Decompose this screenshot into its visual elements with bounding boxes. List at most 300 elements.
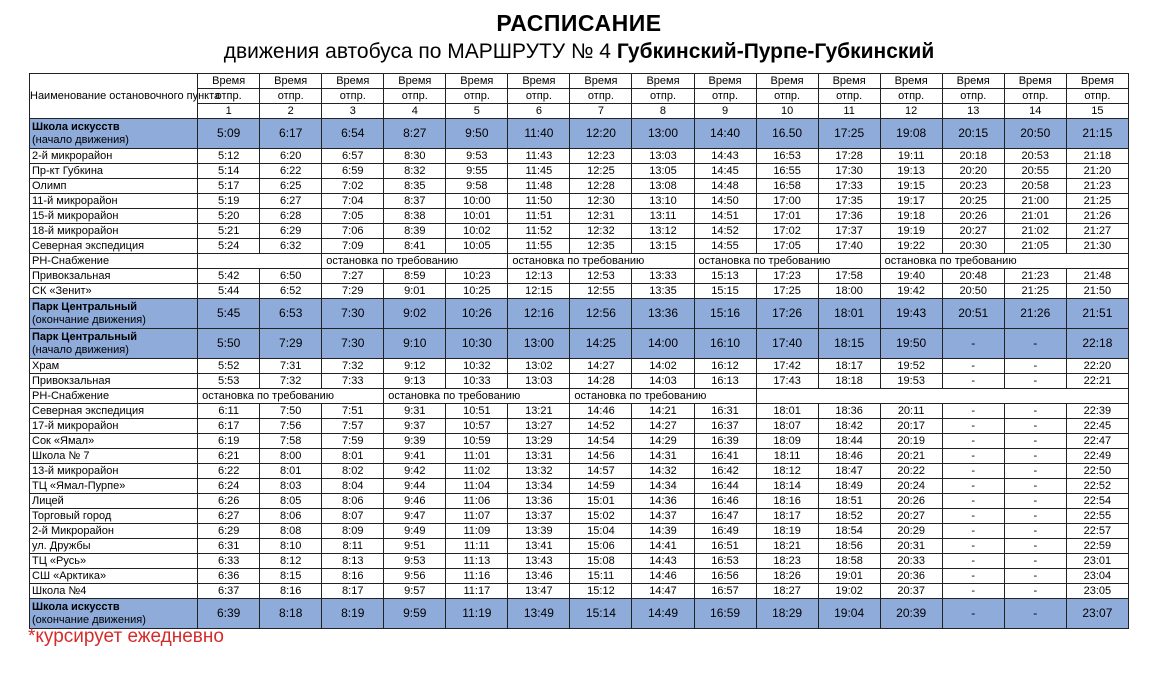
time-cell: 18:23 (756, 554, 818, 569)
column-number: 7 (570, 104, 632, 119)
table-row (30, 254, 1129, 269)
time-cell: 8:15 (260, 569, 322, 584)
time-cell: 20:36 (880, 569, 942, 584)
time-cell: 10:30 (446, 329, 508, 359)
time-cell: 7:50 (260, 404, 322, 419)
time-cell: 13:12 (632, 224, 694, 239)
time-cell: - (942, 449, 1004, 464)
stop-name-cell (30, 539, 198, 554)
column-header-otpr: отпр. (632, 89, 694, 104)
time-cell: 18:15 (818, 329, 880, 359)
time-cell: 16:46 (694, 494, 756, 509)
time-cell: 12:35 (570, 239, 632, 254)
time-cell: 23:05 (1066, 584, 1128, 599)
time-cell: 9:12 (384, 359, 446, 374)
time-cell: 11:11 (446, 539, 508, 554)
column-header-otpr: отпр. (260, 89, 322, 104)
time-cell: - (1004, 584, 1066, 599)
time-cell: 16:51 (694, 539, 756, 554)
time-cell: 7:29 (260, 329, 322, 359)
stop-name: РН-Снабжение (32, 390, 110, 402)
time-cell: 19:53 (880, 374, 942, 389)
time-cell: 10:32 (446, 359, 508, 374)
stop-name-cell (30, 479, 198, 494)
time-cell: 14:43 (694, 149, 756, 164)
time-cell: 7:32 (322, 359, 384, 374)
time-cell: 5:09 (198, 119, 260, 149)
time-cell: - (942, 599, 1004, 629)
time-cell: 12:15 (508, 284, 570, 299)
time-cell: 6:19 (198, 434, 260, 449)
time-cell: 20:30 (942, 239, 1004, 254)
stop-subnote: (начало движения) (32, 343, 129, 356)
time-cell: 12:55 (570, 284, 632, 299)
stop-name-cell (30, 389, 198, 404)
time-cell: 11:09 (446, 524, 508, 539)
time-cell: 17:05 (756, 239, 818, 254)
stop-name: ТЦ «Русь» (32, 555, 87, 567)
time-cell: 22:52 (1066, 479, 1128, 494)
time-cell: 16:59 (694, 599, 756, 629)
time-cell: 15:08 (570, 554, 632, 569)
time-cell: 5:50 (198, 329, 260, 359)
time-cell: 8:13 (322, 554, 384, 569)
time-cell: 21:02 (1004, 224, 1066, 239)
time-cell: 6:50 (260, 269, 322, 284)
time-cell: 14:59 (570, 479, 632, 494)
time-cell: 15:11 (570, 569, 632, 584)
stop-name: 13-й микрорайон (32, 465, 119, 477)
stop-name-cell (30, 254, 198, 269)
time-cell: 22:59 (1066, 539, 1128, 554)
time-cell: 15:06 (570, 539, 632, 554)
time-cell: 13:31 (508, 449, 570, 464)
column-number: 8 (632, 104, 694, 119)
time-cell: 20:58 (1004, 179, 1066, 194)
time-cell: 9:53 (446, 149, 508, 164)
time-cell: 19:22 (880, 239, 942, 254)
stop-name-cell (30, 164, 198, 179)
column-header-otpr: отпр. (818, 89, 880, 104)
table-row (30, 269, 1129, 284)
time-cell: 14:43 (632, 554, 694, 569)
time-cell: 9:46 (384, 494, 446, 509)
time-cell: 20:23 (942, 179, 1004, 194)
time-cell: 10:05 (446, 239, 508, 254)
time-cell: 12:30 (570, 194, 632, 209)
table-row (30, 374, 1129, 389)
time-cell: 18:56 (818, 539, 880, 554)
time-cell: 14:49 (632, 599, 694, 629)
time-cell: - (942, 494, 1004, 509)
stop-name-cell (30, 509, 198, 524)
time-cell: 14:45 (694, 164, 756, 179)
stop-subnote: (начало движения) (32, 133, 129, 146)
table-row (30, 119, 1129, 149)
time-cell: 9:02 (384, 299, 446, 329)
column-number: 10 (756, 104, 818, 119)
time-cell: 22:57 (1066, 524, 1128, 539)
time-cell: 6:39 (198, 599, 260, 629)
time-cell: 22:18 (1066, 329, 1128, 359)
stop-subnote: (окончание движения) (32, 613, 146, 626)
time-cell: 17:36 (818, 209, 880, 224)
time-cell: 7:57 (322, 419, 384, 434)
time-cell: - (1004, 494, 1066, 509)
table-row (30, 164, 1129, 179)
time-cell: 12:20 (570, 119, 632, 149)
time-cell: 18:21 (756, 539, 818, 554)
time-cell: 18:51 (818, 494, 880, 509)
time-cell: 23:07 (1066, 599, 1128, 629)
time-cell: - (1004, 509, 1066, 524)
time-cell: 9:39 (384, 434, 446, 449)
time-cell: 8:27 (384, 119, 446, 149)
time-cell: 13:32 (508, 464, 570, 479)
time-cell: 16:44 (694, 479, 756, 494)
column-header-otpr: отпр. (446, 89, 508, 104)
page-title: РАСПИСАНИЕ (496, 10, 662, 36)
column-number: 13 (942, 104, 1004, 119)
time-cell: - (1004, 599, 1066, 629)
column-number: 1 (198, 104, 260, 119)
time-cell: 18:49 (818, 479, 880, 494)
time-cell: 18:27 (756, 584, 818, 599)
column-header-otpr: отпр. (508, 89, 570, 104)
time-cell: 6:27 (198, 509, 260, 524)
table-row (30, 404, 1129, 419)
time-cell: 6:32 (260, 239, 322, 254)
time-cell: 7:33 (322, 374, 384, 389)
time-cell: 7:30 (322, 299, 384, 329)
time-cell: 20:20 (942, 164, 1004, 179)
time-cell: - (1004, 434, 1066, 449)
time-cell: 5:19 (198, 194, 260, 209)
stop-name-cell (30, 149, 198, 164)
column-number: 11 (818, 104, 880, 119)
time-cell: 8:10 (260, 539, 322, 554)
stop-name-cell (30, 419, 198, 434)
time-cell: 12:56 (570, 299, 632, 329)
time-cell: - (1004, 359, 1066, 374)
time-cell: 14:54 (570, 434, 632, 449)
column-number: 4 (384, 104, 446, 119)
time-cell: 11:55 (508, 239, 570, 254)
time-cell: 6:28 (260, 209, 322, 224)
time-cell: 16:42 (694, 464, 756, 479)
time-cell: 22:54 (1066, 494, 1128, 509)
time-cell: 17:33 (818, 179, 880, 194)
time-cell: 6:59 (322, 164, 384, 179)
table-row (30, 479, 1129, 494)
time-cell: - (1004, 569, 1066, 584)
time-cell: 14:37 (632, 509, 694, 524)
time-cell: 15:15 (694, 284, 756, 299)
time-cell: 10:51 (446, 404, 508, 419)
time-cell: 17:23 (756, 269, 818, 284)
time-cell: 10:00 (446, 194, 508, 209)
table-row (30, 494, 1129, 509)
stop-name: Пр-кт Губкина (32, 165, 104, 177)
column-header-time: Время (694, 74, 756, 89)
time-cell: 8:16 (260, 584, 322, 599)
time-cell: 12:23 (570, 149, 632, 164)
time-cell: 14:47 (632, 584, 694, 599)
time-cell: 13:43 (508, 554, 570, 569)
stop-name: Школа искусств (32, 600, 120, 613)
time-cell: 16:53 (756, 149, 818, 164)
column-header-otpr: отпр. (1004, 89, 1066, 104)
time-cell: 19:42 (880, 284, 942, 299)
time-cell: 8:01 (260, 464, 322, 479)
time-cell: 13:00 (508, 329, 570, 359)
time-cell: 19:13 (880, 164, 942, 179)
time-cell: 18:14 (756, 479, 818, 494)
table-row (30, 569, 1129, 584)
column-header-time: Время (570, 74, 632, 89)
time-cell: 14:50 (694, 194, 756, 209)
table-row (30, 359, 1129, 374)
time-cell: 17:40 (818, 239, 880, 254)
time-cell: 19:04 (818, 599, 880, 629)
stop-name: ТЦ «Ямал-Пурпе» (32, 480, 126, 492)
time-cell: 17:30 (818, 164, 880, 179)
time-cell: 14:32 (632, 464, 694, 479)
on-request-note: остановка по требованию (880, 254, 1128, 269)
time-cell: - (1004, 554, 1066, 569)
stop-name: 17-й микрорайон (32, 420, 119, 432)
time-cell: 18:47 (818, 464, 880, 479)
time-cell: 16:49 (694, 524, 756, 539)
time-cell: 7:29 (322, 284, 384, 299)
time-cell: 22:55 (1066, 509, 1128, 524)
time-cell: - (942, 539, 1004, 554)
time-cell: 13:03 (508, 374, 570, 389)
time-cell: 20:55 (1004, 164, 1066, 179)
stop-name: 15-й микрорайон (32, 210, 119, 222)
time-cell: - (942, 329, 1004, 359)
time-cell: 17:25 (756, 284, 818, 299)
time-cell: 11:19 (446, 599, 508, 629)
time-cell: 18:16 (756, 494, 818, 509)
time-cell: 15:12 (570, 584, 632, 599)
time-cell: 20:27 (880, 509, 942, 524)
time-cell: 13:46 (508, 569, 570, 584)
time-cell: 11:48 (508, 179, 570, 194)
time-cell: 5:17 (198, 179, 260, 194)
stop-name-cell (30, 434, 198, 449)
column-header-otpr: отпр. (694, 89, 756, 104)
time-cell: 21:05 (1004, 239, 1066, 254)
time-cell: 7:30 (322, 329, 384, 359)
column-number: 2 (260, 104, 322, 119)
time-cell: 13:03 (632, 149, 694, 164)
stop-name: Торговый город (32, 510, 112, 522)
time-cell: 8:30 (384, 149, 446, 164)
table-row (30, 434, 1129, 449)
on-request-note: остановка по требованию (570, 389, 756, 404)
time-cell: 6:24 (198, 479, 260, 494)
time-cell: 5:14 (198, 164, 260, 179)
column-header-time: Время (880, 74, 942, 89)
time-cell: 18:42 (818, 419, 880, 434)
time-cell: 20:48 (942, 269, 1004, 284)
time-cell: 6:33 (198, 554, 260, 569)
stop-name: Лицей (32, 495, 64, 507)
time-cell: 5:45 (198, 299, 260, 329)
time-cell: 6:31 (198, 539, 260, 554)
time-cell: 6:11 (198, 404, 260, 419)
stop-name: Школа №4 (32, 585, 87, 597)
stop-name: Школа № 7 (32, 450, 90, 462)
stop-name-cell (30, 239, 198, 254)
stop-name: Северная экспедиция (32, 240, 145, 252)
time-cell: 5:42 (198, 269, 260, 284)
schedule-body (30, 119, 1129, 629)
time-cell: 14:52 (570, 419, 632, 434)
column-header-otpr: отпр. (570, 89, 632, 104)
time-cell: 11:43 (508, 149, 570, 164)
stop-name-cell (30, 284, 198, 299)
time-cell: 14:39 (632, 524, 694, 539)
time-cell: 20:21 (880, 449, 942, 464)
stop-name: Северная экспедиция (32, 405, 145, 417)
time-cell: 19:08 (880, 119, 942, 149)
time-cell: 8:08 (260, 524, 322, 539)
time-cell: 18:07 (756, 419, 818, 434)
stop-name: 2-й Микрорайон (32, 525, 114, 537)
time-cell: 19:11 (880, 149, 942, 164)
time-cell: 10:23 (446, 269, 508, 284)
time-cell: 15:16 (694, 299, 756, 329)
time-cell: 6:27 (260, 194, 322, 209)
time-cell: 16:47 (694, 509, 756, 524)
time-cell: - (942, 359, 1004, 374)
column-header-time: Время (198, 74, 260, 89)
stop-name-cell (30, 119, 198, 149)
table-row (30, 464, 1129, 479)
time-cell: 17:58 (818, 269, 880, 284)
time-cell: 22:20 (1066, 359, 1128, 374)
time-cell: 8:05 (260, 494, 322, 509)
stop-name-cell (30, 599, 198, 629)
time-cell: 13:15 (632, 239, 694, 254)
time-cell: 7:31 (260, 359, 322, 374)
time-cell: 6:36 (198, 569, 260, 584)
time-cell: 5:52 (198, 359, 260, 374)
time-cell: 9:42 (384, 464, 446, 479)
on-request-note: остановка по требованию (198, 389, 384, 404)
time-cell: 19:52 (880, 359, 942, 374)
time-cell: 17:40 (756, 329, 818, 359)
time-cell: 20:50 (942, 284, 1004, 299)
time-cell: 9:58 (446, 179, 508, 194)
time-cell: 21:23 (1004, 269, 1066, 284)
time-cell: 8:00 (260, 449, 322, 464)
stop-name-cell (30, 224, 198, 239)
table-row (30, 194, 1129, 209)
time-cell: 8:32 (384, 164, 446, 179)
time-cell: 14:46 (632, 569, 694, 584)
time-cell: 18:12 (756, 464, 818, 479)
time-cell: 20:33 (880, 554, 942, 569)
time-cell: 9:56 (384, 569, 446, 584)
time-cell: 18:26 (756, 569, 818, 584)
time-cell: 10:59 (446, 434, 508, 449)
time-cell: 8:35 (384, 179, 446, 194)
column-header-time: Время (446, 74, 508, 89)
time-cell: 6:52 (260, 284, 322, 299)
time-cell: 11:06 (446, 494, 508, 509)
time-cell: 9:31 (384, 404, 446, 419)
time-cell: 6:22 (198, 464, 260, 479)
table-row (30, 149, 1129, 164)
time-cell: 12:16 (508, 299, 570, 329)
time-cell: 14:27 (570, 359, 632, 374)
table-row (30, 209, 1129, 224)
time-cell: 13:34 (508, 479, 570, 494)
time-cell: 14:36 (632, 494, 694, 509)
time-cell: 8:18 (260, 599, 322, 629)
time-cell: - (1004, 479, 1066, 494)
stop-subnote: (окончание движения) (32, 313, 146, 326)
time-cell: 18:52 (818, 509, 880, 524)
time-cell: 9:55 (446, 164, 508, 179)
table-row (30, 299, 1129, 329)
stop-name: РН-Снабжение (32, 255, 110, 267)
time-cell: 11:51 (508, 209, 570, 224)
table-row (30, 179, 1129, 194)
time-cell: 9:13 (384, 374, 446, 389)
stop-name-cell (30, 374, 198, 389)
on-request-note: остановка по требованию (384, 389, 570, 404)
time-cell: 9:53 (384, 554, 446, 569)
time-cell: 14:03 (632, 374, 694, 389)
column-header-otpr: отпр. (322, 89, 384, 104)
time-cell: 14:21 (632, 404, 694, 419)
time-cell: 9:37 (384, 419, 446, 434)
time-cell: 14:00 (632, 329, 694, 359)
time-cell: 8:06 (260, 509, 322, 524)
table-row (30, 524, 1129, 539)
time-cell: 21:23 (1066, 179, 1128, 194)
time-cell: 17:43 (756, 374, 818, 389)
footnote: *курсирует ежедневно (28, 626, 224, 647)
time-cell: 18:17 (818, 359, 880, 374)
time-cell: 12:13 (508, 269, 570, 284)
table-row (30, 329, 1129, 359)
time-cell: 9:01 (384, 284, 446, 299)
column-number: 14 (1004, 104, 1066, 119)
time-cell: 8:17 (322, 584, 384, 599)
column-number: 6 (508, 104, 570, 119)
time-cell: 13:05 (632, 164, 694, 179)
column-header-time: Время (508, 74, 570, 89)
time-cell: 5:24 (198, 239, 260, 254)
time-cell: 20:26 (942, 209, 1004, 224)
time-cell: 11:13 (446, 554, 508, 569)
column-header-time: Время (942, 74, 1004, 89)
time-cell: 18:09 (756, 434, 818, 449)
time-cell: 8:01 (322, 449, 384, 464)
time-cell: 18:36 (818, 404, 880, 419)
time-cell: 6:25 (260, 179, 322, 194)
time-cell: 18:01 (756, 404, 818, 419)
stop-name-cell (30, 464, 198, 479)
time-cell: 7:58 (260, 434, 322, 449)
time-cell: 7:02 (322, 179, 384, 194)
time-cell: 21:26 (1066, 209, 1128, 224)
